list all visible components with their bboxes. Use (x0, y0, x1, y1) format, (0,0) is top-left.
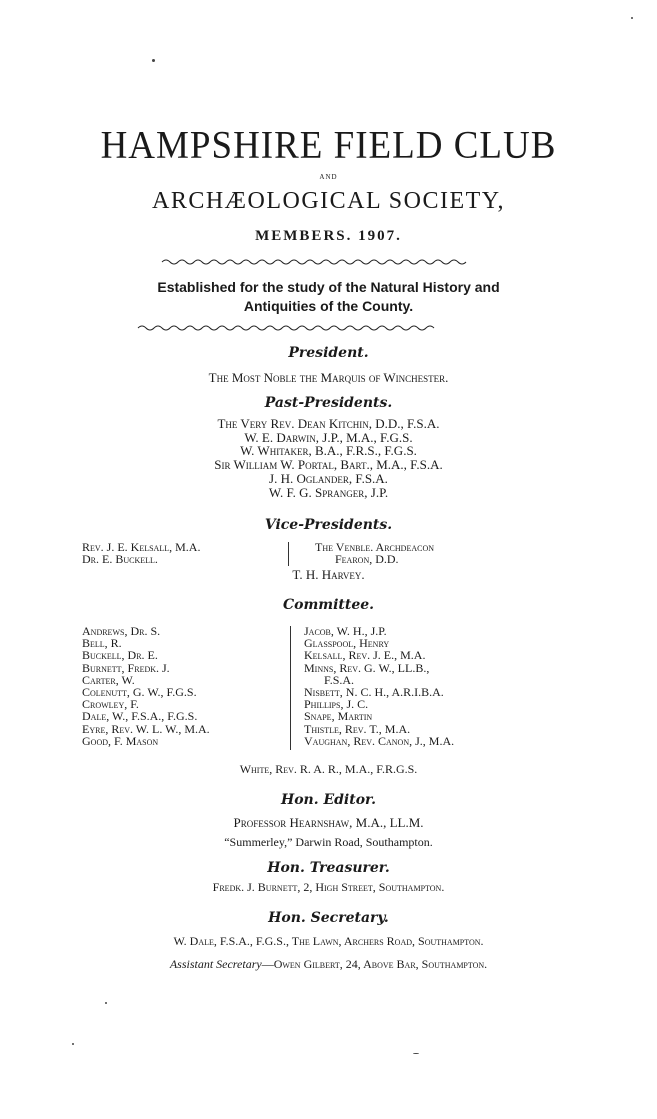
committee-member: Glasspool, Henry (304, 636, 390, 651)
scan-speck (105, 1002, 107, 1004)
committee-member: Bell, R. (82, 636, 122, 651)
committee-member: Vaughan, Rev. Canon, J., M.A. (304, 733, 455, 748)
past-president-item: W. Whitaker, B.A., F.R.S., F.G.S. (240, 443, 417, 458)
committee-member: Eyre, Rev. W. L. W., M.A. (82, 721, 210, 736)
treasurer-line: Fredk. J. Burnett, 2, High Street, Southampton. (212, 880, 445, 894)
vice-presidents-heading: Vice-Presidents. (264, 517, 393, 533)
vice-president-item: Fearon, D.D. (335, 552, 399, 567)
vice-president-item: Rev. J. E. Kelsall, M.A. (82, 540, 201, 554)
established-line-2: Antiquities of the County. (243, 298, 414, 314)
committee-left-column (82, 625, 210, 747)
committee-member: Thistle, Rev. T., M.A. (304, 721, 411, 736)
past-president-item: W. F. G. Spranger, J.P. (268, 485, 389, 500)
committee-member: Nisbett, N. C. H., A.R.I.B.A. (304, 685, 444, 700)
committee-divider (290, 626, 291, 750)
vice-presidents-right (315, 541, 434, 565)
president-name: The Most Noble the Marquis of Winchester. (208, 370, 449, 385)
page-title: HAMPSHIRE FIELD CLUB (100, 123, 557, 168)
wavy-rule-top (0, 258, 657, 266)
vice-president-item: The Venble. Archdeacon (315, 540, 435, 554)
committee-right-column (304, 625, 454, 747)
committee-member: F.S.A. (324, 672, 355, 687)
committee-heading: Committee. (282, 597, 375, 613)
editor-address: “Summerley,” Darwin Road, Southampton. (224, 835, 433, 849)
assistant-secretary-line (0, 957, 657, 972)
committee-member: Phillips, J. C. (304, 697, 369, 712)
editor-name: Professor Hearnshaw, M.A., LL.M. (233, 815, 424, 830)
past-presidents-heading: Past-Presidents. (264, 395, 393, 411)
committee-member: Carter, W. (82, 672, 135, 687)
committee-member: Crowley, F. (82, 697, 139, 712)
committee-member: White, Rev. R. A. R., M.A., F.R.G.S. (239, 762, 418, 776)
past-president-item: W. E. Darwin, J.P., M.A., F.G.S. (244, 430, 413, 445)
committee-member: Kelsall, Rev. J. E., M.A. (304, 648, 426, 663)
committee-member: Burnett, Fredk. J. (82, 660, 170, 675)
scan-speck (152, 59, 155, 62)
members-year: MEMBERS. 1907. (255, 228, 402, 244)
page-subtitle: ARCHÆOLOGICAL SOCIETY, (151, 188, 505, 214)
established-statement (0, 278, 657, 316)
committee-member: Jacob, W. H., J.P. (304, 624, 387, 638)
secretary-line: W. Dale, F.S.A., F.G.S., The Lawn, Archers Road, Southampton. (173, 934, 484, 948)
committee-member: Colenutt, G. W., F.G.S. (82, 685, 197, 700)
committee-member: Dale, W., F.S.A., F.G.S. (82, 709, 198, 724)
past-president-item: J. H. Oglander, F.S.A. (269, 471, 388, 486)
president-heading: President. (288, 345, 369, 361)
committee-member: Snape, Martin (304, 709, 373, 724)
secretary-heading: Hon. Secretary. (268, 910, 389, 926)
vice-president-item: Dr. E. Buckell. (82, 552, 158, 567)
vice-presidents-divider (288, 542, 289, 566)
committee-member: Minns, Rev. G. W., LL.B., (304, 660, 430, 675)
past-president-item: The Very Rev. Dean Kitchin, D.D., F.S.A. (217, 416, 440, 431)
established-line-1: Established for the study of the Natural History and (157, 279, 500, 295)
committee-member: Good, F. Mason (82, 733, 159, 748)
past-president-item: Sir William W. Portal, Bart., M.A., F.S.A. (214, 457, 443, 472)
vice-president-item: T. H. Harvey. (292, 567, 365, 582)
committee-member: Andrews, Dr. S. (82, 624, 161, 638)
vice-presidents-left (82, 541, 200, 565)
scan-speck (413, 1053, 419, 1054)
and-text: AND (319, 173, 338, 181)
wavy-rule-bottom (0, 324, 657, 332)
assistant-secretary-label: Assistant Secretary (169, 957, 262, 971)
assistant-secretary-details: —Owen Gilbert, 24, Above Bar, Southampton. (261, 957, 488, 971)
editor-heading: Hon. Editor. (280, 792, 377, 808)
scan-speck (72, 1043, 74, 1045)
scan-speck (631, 17, 633, 19)
treasurer-heading: Hon. Treasurer. (267, 860, 390, 876)
committee-member: Buckell, Dr. E. (82, 648, 158, 663)
